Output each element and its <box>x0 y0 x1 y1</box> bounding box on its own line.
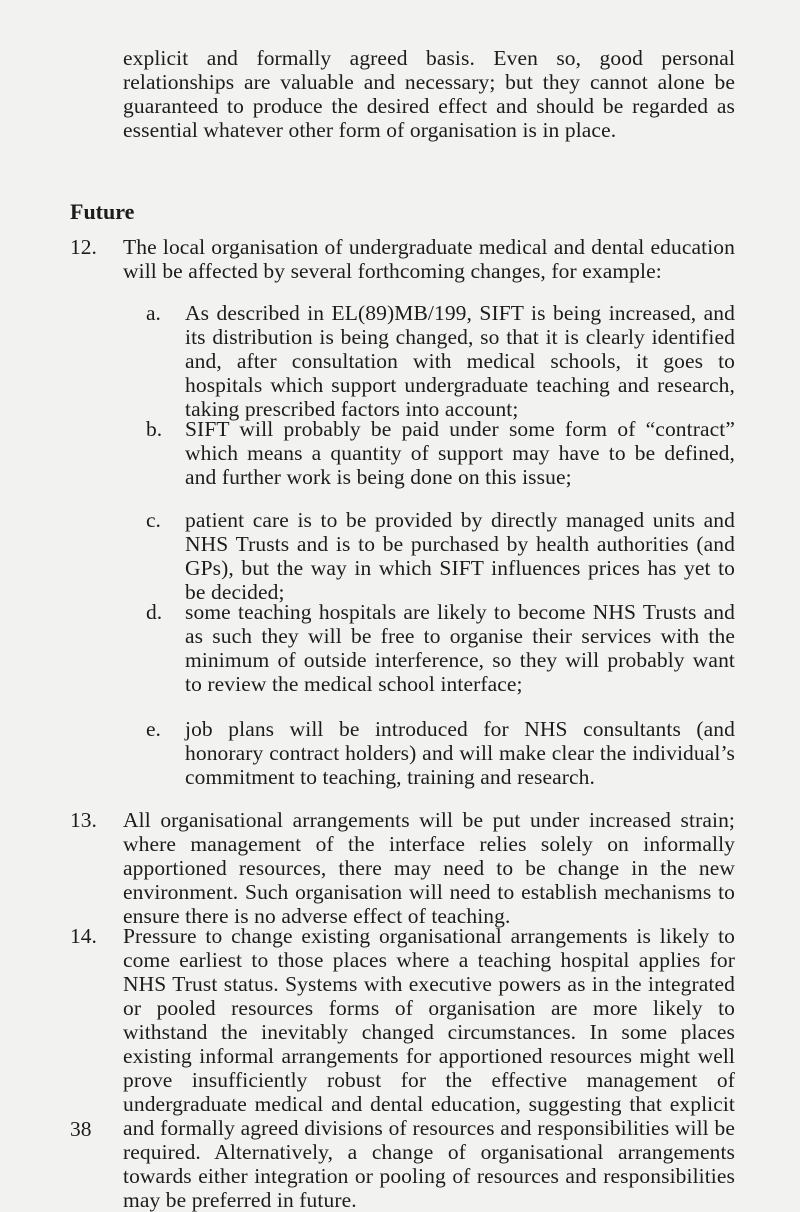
paragraph-13-text: All organisational arrangements will be put under increased strain; where management of the interface relies solely on informally apportioned resources, there may need to be change in the new environment. Such organisation will need to establish mechanisms to ensure there is no adverse effect of teaching. <box>123 808 735 928</box>
list-item-e-text: job plans will be introduced for NHS consultants (and honorary contract holders) and will make clear the individual’s commitment to teaching, training and research. <box>185 717 735 789</box>
paragraph-12-text: The local organisation of undergraduate medical and dental education will be affected by several forthcoming changes, for example: <box>123 235 735 283</box>
paragraph-number-14: 14. <box>70 924 97 948</box>
list-item-a-text: As described in EL(89)MB/199, SIFT is being increased, and its distribution is being changed, so that it is clearly identified and, after consultation with medical schools, it goes to hospitals which support undergraduate teaching and research, taking prescribed factors into account; <box>185 301 735 421</box>
list-item-letter-c: c. <box>146 508 161 532</box>
list-item-d-text: some teaching hospitals are likely to become NHS Trusts and as such they will be free to organise their services with the minimum of outside interference, so they will probably want to review the medical school interface; <box>185 600 735 696</box>
list-item-letter-a: a. <box>146 301 161 325</box>
intro-paragraph: explicit and formally agreed basis. Even so, good personal relationships are valuable and necessary; but they cannot alone be guaranteed to produce the desired effect and should be regarded as essential whatever other form of organisation is in place. <box>123 46 735 142</box>
list-item-b-text: SIFT will probably be paid under some form of “contract” which means a quantity of support may have to be defined, and further work is being done on this issue; <box>185 417 735 489</box>
paragraph-number-13: 13. <box>70 808 97 832</box>
paragraph-number-12: 12. <box>70 235 97 259</box>
list-item-c-text: patient care is to be provided by directly managed units and NHS Trusts and is to be purchased by health authorities (and GPs), but the way in which SIFT influences prices has yet to be decided; <box>185 508 735 604</box>
section-heading-future: Future <box>70 199 135 224</box>
list-item-letter-d: d. <box>146 600 163 624</box>
paragraph-14-text: Pressure to change existing organisational arrangements is likely to come earliest to those places where a teaching hospital applies for NHS Trust status. Systems with executive powers as in the integrated or pooled resources forms of organisation are more likely to withstand the inevitably changed circumstances. In some places existing informal arrangements for apportioned resources might well prove insufficiently robust for the effective management of undergraduate medical and dental education, suggesting that explicit and formally agreed divisions of resources and responsibilities will be required. Alternatively, a change of organisational arrangements towards either integration or pooling of resources and responsibilities may be preferred in future. <box>123 924 735 1212</box>
list-item-letter-b: b. <box>146 417 163 441</box>
page-number: 38 <box>70 1117 92 1141</box>
list-item-letter-e: e. <box>146 717 161 741</box>
